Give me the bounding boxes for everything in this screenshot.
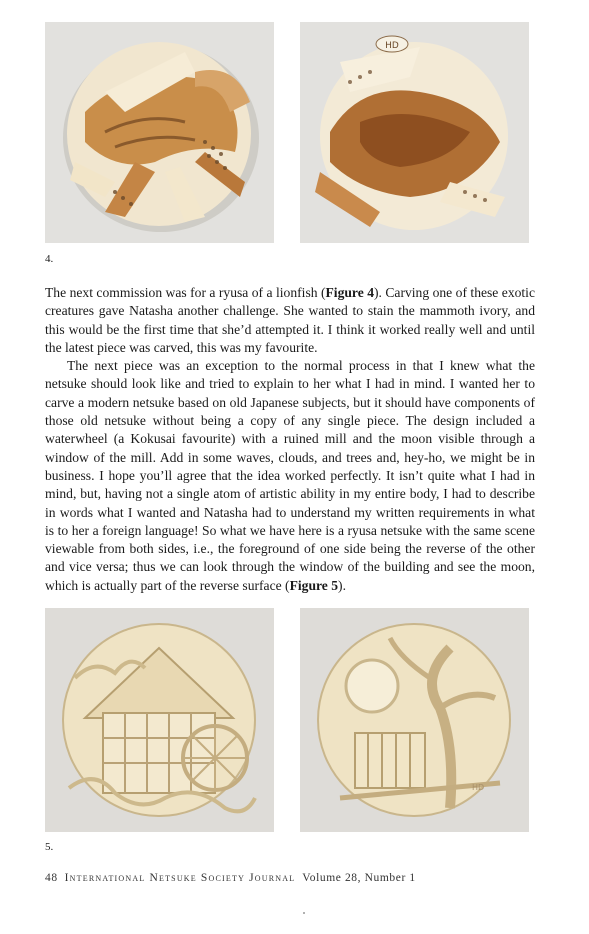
figure-5-photo-front [45,608,274,832]
hd-signature-mark: HD [385,41,399,51]
paragraph-2: The next piece was an exception to the normal process in that I knew what the netsuke should look like and tried to explain to her what I had in mind. I wanted her to carve a modern netsuke based on old Japanese subjects, but it should have components of those old netsuke without being a copy of any single piece. The design included a waterwheel (a Kokusai favourite) with a ruined mill and the moon visible through a window of the mill. Add in some waves, clouds, and trees and, hey-ho, we might be in business. I hope you’ll agree that the idea worked perfectly. It isn’t quite what I had in mind, but, having not a single atom of artistic ability in my entire body, I had to describe in words what I wanted and Natasha had to understand my written requirements in what is to her a foreign language! So what we have here is a ryusa netsuke with the same scene viewable from both sides, i.e., the foreground of one side being the reverse of the other and vice versa; thus we can look through the window of the building and see the moon, which is actually part of the reverse surface (Figure 5). [45,358,535,593]
figure-4-photo-reverse [300,22,529,243]
article-body [45,284,535,595]
waterwheel-mill-netsuke-front-image [45,608,274,832]
figure-4-reference: Figure 4 [325,285,374,300]
page-dot [303,912,305,914]
page-number: 48 [45,872,58,884]
figure-4-label: 4. [45,253,54,265]
figure-5-label: 5. [45,841,54,853]
figure-4-photo-front [45,22,274,243]
journal-title: International Netsuke Society Journal [64,872,296,884]
figure-5-photo-reverse [300,608,529,832]
waterwheel-mill-netsuke-reverse-image [300,608,529,832]
lionfish-netsuke-reverse-image [300,22,529,243]
hd-signature-mark: HD [472,783,485,792]
paragraph-1: The next commission was for a ryusa of a lionfish (Figure 4). Carving one of these exotic creatures gave Natasha another challenge. She wanted to stain the mammoth ivory, and this would be the first time that she’d attempted it. I think it worked really well and until the latest piece was carved, this was my favourite. [45,285,535,355]
lionfish-netsuke-front-image [45,22,274,243]
page-footer [45,872,545,884]
volume-info: Volume 28, Number 1 [302,872,416,884]
figure-5-reference: Figure 5 [289,577,339,593]
